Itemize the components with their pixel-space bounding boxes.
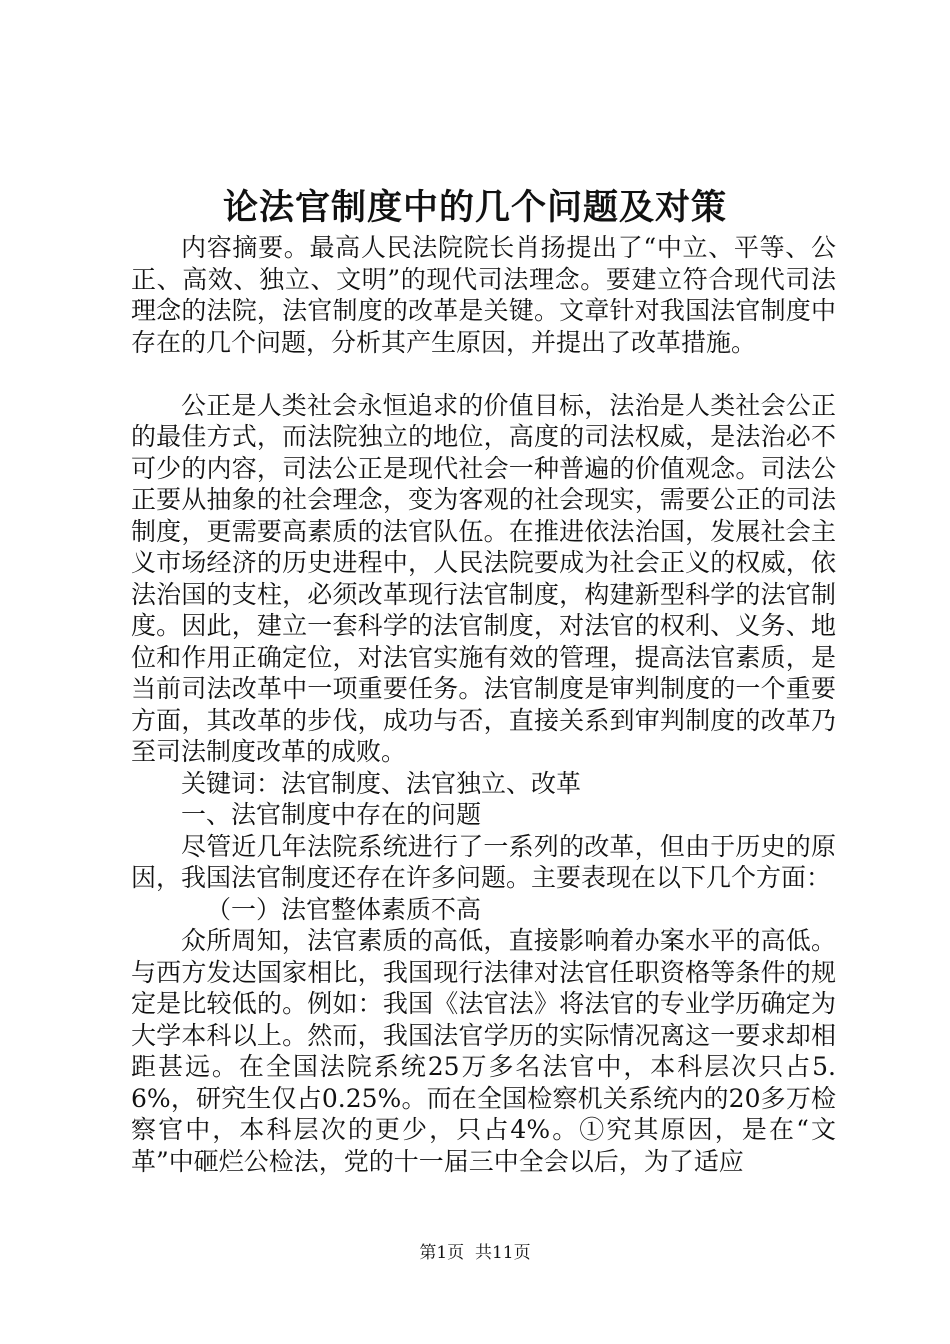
subsection-heading: （一）法官整体素质不高 bbox=[206, 894, 482, 924]
page-footer bbox=[0, 1241, 950, 1265]
abstract-paragraph: 内容摘要。最高人民法院院长肖扬提出了“中立、平等、公正、高效、独立、文明”的现代司法理念。要建立符合现代司法理念的法院，法官制度的改革是关键。文章针对我国法官制度中存在的几个问题，分析其产生原因，并提出了改革措施。 bbox=[131, 233, 836, 357]
subsection-paragraph: 众所周知，法官素质的高低，直接影响着办案水平的高低。与西方发达国家相比，我国现行法律对法官任职资格等条件的规定是比较低的。例如：我国《法官法》将法官的专业学历确定为大学本科以上。然而，我国法官学历的实际情况离这一要求却相距甚远。在全国法院系统25万多名法官中，本科层次只占5.6%，研究生仅占0.25%。而在全国检察机关系统内的20多万检察官中，本科层次的更少，只占4%。①究其原因，是在“文革”中砸烂公检法，党的十一届三中全会以后，为了适应 bbox=[131, 926, 836, 1176]
document-title: 论法官制度中的几个问题及对策 bbox=[222, 188, 727, 228]
keywords-line: 关键词：法官制度、法官独立、改革 bbox=[181, 768, 582, 798]
section-heading: 一、法官制度中存在的问题 bbox=[181, 800, 482, 829]
document-body bbox=[131, 232, 836, 1177]
page-number-label: 第1页 共11页 bbox=[419, 1243, 531, 1263]
intro-paragraph: 公正是人类社会永恒追求的价值目标，法治是人类社会公正的最佳方式，而法院独立的地位，高度的司法权威，是法治必不可少的内容，司法公正是现代社会一种普遍的价值观念。司法公正要从抽象的社会理念，变为客观的社会现实，需要公正的司法制度，更需要高素质的法官队伍。在推进依法治国，发展社会主义市场经济的历史进程中，人民法院要成为社会正义的权威，依法治国的支柱，必须改革现行法官制度，构建新型科学的法官制度。因此，建立一套科学的法官制度，对法官的权利、义务、地位和作用正确定位，对法官实施有效的管理，提高法官素质，是当前司法改革中一项重要任务。法官制度是审判制度的一个重要方面，其改革的步伐，成功与否，直接关系到审判制度的改革乃至司法制度改革的成败。 bbox=[131, 390, 836, 766]
section-intro-paragraph: 尽管近几年法院系统进行了一系列的改革，但由于历史的原因，我国法官制度还存在许多问题。主要表现在以下几个方面： bbox=[131, 831, 836, 892]
